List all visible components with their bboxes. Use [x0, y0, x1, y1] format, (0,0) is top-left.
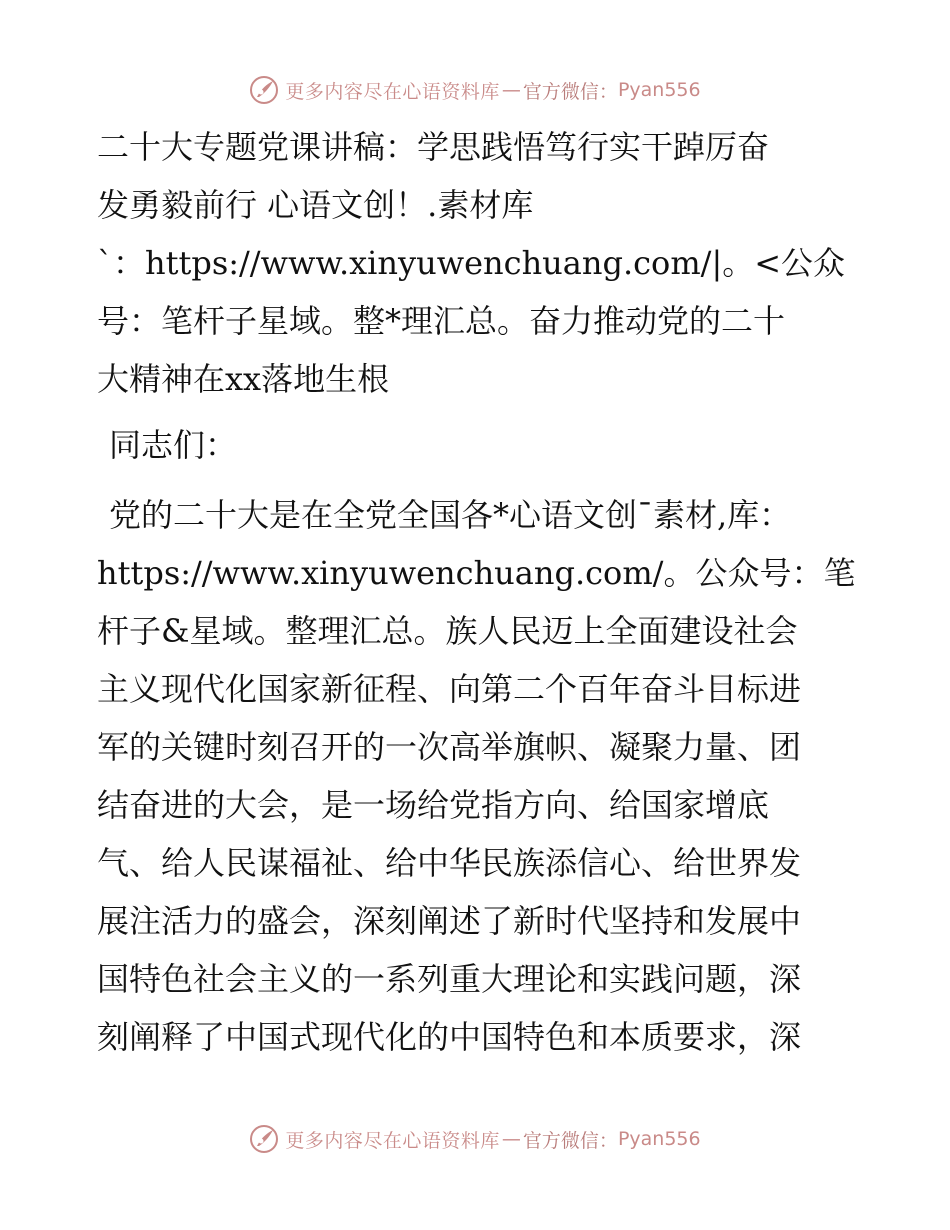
- watermark-wechat-id: Pyan556: [617, 79, 701, 101]
- watermark-separator: —: [501, 79, 521, 101]
- title-line: 发勇毅前行 心语文创！.素材库: [97, 186, 534, 224]
- document-body: [97, 118, 857, 1066]
- watermark-wechat-id: Pyan556: [617, 1128, 701, 1150]
- paragraph-line: https://www.xinyuwenchuang.com/。公众号：笔: [97, 554, 856, 592]
- title-line: 号：笔杆子星域。整*理汇总。奋力推动党的二十: [97, 302, 786, 340]
- title-line: `：https://www.xinyuwenchuang.com/|。<公众: [97, 244, 846, 282]
- watermark-official-label: 官方微信：: [522, 80, 618, 103]
- paragraph-line: 气、给人民谋福祉、给中华民族添信心、给世界发: [97, 844, 802, 882]
- paragraph-line: 党的二十大是在全党全国各*心语文创¯素材,库：: [109, 496, 792, 534]
- title-line: 大精神在xx落地生根: [97, 360, 390, 398]
- watermark-footer: [0, 1119, 950, 1159]
- paragraph-line: 刻阐释了中国式现代化的中国特色和本质要求，深: [97, 1018, 802, 1056]
- watermark-text: 更多内容尽在心语资料库: [285, 80, 500, 103]
- paragraph-line: 主义现代化国家新征程、向第二个百年奋斗目标进: [97, 670, 802, 708]
- title-line: 二十大专题党课讲稿：学思践悟笃行实干踔厉奋: [97, 128, 770, 166]
- document-title: [97, 118, 857, 408]
- quill-seal-icon: [249, 1124, 279, 1154]
- watermark-official-label: 官方微信：: [522, 1129, 618, 1152]
- paragraph-line: 结奋进的大会，是一场给党指方向、给国家增底: [97, 786, 770, 824]
- watermark-header: [0, 70, 950, 110]
- paragraph-line: 展注活力的盛会，深刻阐述了新时代坚持和发展中: [97, 902, 802, 940]
- paragraph-line: 杆子&星域。整理汇总。族人民迈上全面建设社会: [97, 612, 798, 650]
- watermark-separator: —: [501, 1128, 521, 1150]
- paragraph-line: 军的关键时刻召开的一次高举旗帜、凝聚力量、团: [97, 728, 802, 766]
- watermark-text: 更多内容尽在心语资料库: [285, 1129, 500, 1152]
- quill-seal-icon: [249, 75, 279, 105]
- greeting: 同志们：: [109, 426, 238, 464]
- paragraph: [97, 486, 857, 1066]
- paragraph-line: 国特色社会主义的一系列重大理论和实践问题，深: [97, 960, 802, 998]
